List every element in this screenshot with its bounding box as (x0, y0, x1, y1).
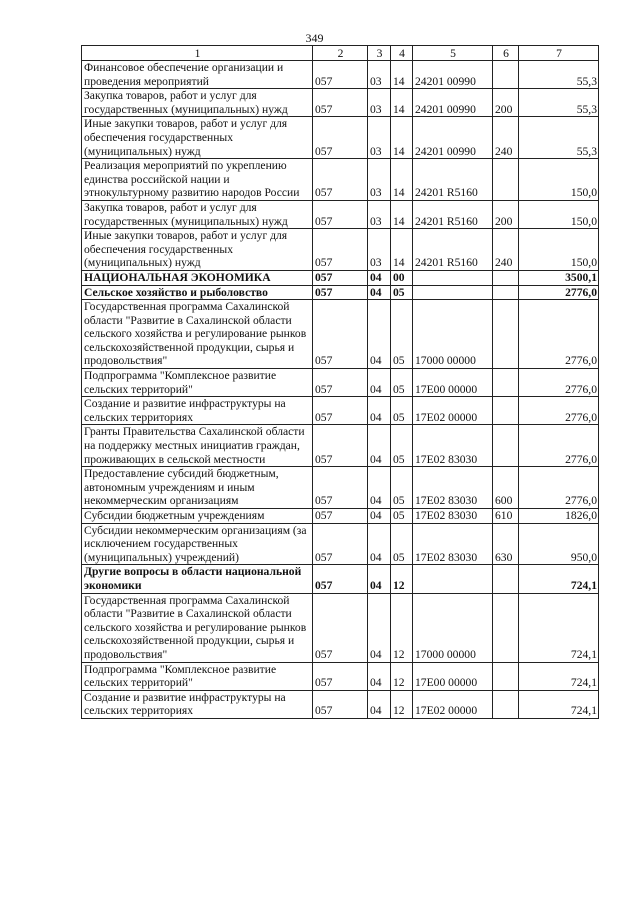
cell-name: Создание и развитие инфраструктуры на сельских территориях (82, 397, 313, 425)
cell-ministry-code: 057 (313, 565, 368, 593)
cell-section-code: 04 (368, 369, 391, 397)
cell-amount: 724,1 (519, 593, 599, 662)
table-row (82, 159, 599, 201)
cell-expense-type: 200 (493, 89, 519, 117)
cell-name: НАЦИОНАЛЬНАЯ ЭКОНОМИКА (82, 270, 313, 285)
cell-target-article: 24201 R5160 (413, 159, 493, 201)
cell-amount: 724,1 (519, 565, 599, 593)
cell-section-code: 03 (368, 61, 391, 89)
cell-amount: 3500,1 (519, 270, 599, 285)
cell-expense-type (493, 662, 519, 690)
cell-expense-type (493, 425, 519, 467)
cell-subsection-code: 05 (391, 300, 413, 369)
cell-section-code: 04 (368, 270, 391, 285)
table-row (82, 662, 599, 690)
cell-subsection-code: 05 (391, 509, 413, 524)
cell-name: Финансовое обеспечение организации и проведения мероприятий (82, 61, 313, 89)
cell-ministry-code: 057 (313, 270, 368, 285)
table-row (82, 593, 599, 662)
cell-ministry-code: 057 (313, 690, 368, 718)
cell-subsection-code: 12 (391, 662, 413, 690)
cell-subsection-code: 00 (391, 270, 413, 285)
cell-section-code: 04 (368, 300, 391, 369)
cell-section-code: 04 (368, 397, 391, 425)
cell-subsection-code: 05 (391, 467, 413, 509)
cell-section-code: 04 (368, 662, 391, 690)
budget-table (81, 45, 599, 719)
cell-target-article: 17Е02 00000 (413, 397, 493, 425)
cell-target-article (413, 270, 493, 285)
cell-amount: 2776,0 (519, 300, 599, 369)
cell-name: Иные закупки товаров, работ и услуг для обеспечения государственных (муниципальных) нужд (82, 117, 313, 159)
cell-ministry-code: 057 (313, 523, 368, 565)
cell-section-code: 04 (368, 285, 391, 300)
cell-ministry-code: 057 (313, 467, 368, 509)
table-row (82, 117, 599, 159)
cell-subsection-code: 12 (391, 565, 413, 593)
cell-section-code: 03 (368, 117, 391, 159)
cell-section-code: 04 (368, 425, 391, 467)
cell-subsection-code: 14 (391, 200, 413, 228)
cell-name: Сельское хозяйство и рыболовство (82, 285, 313, 300)
cell-name: Государственная программа Сахалинской области "Развитие в Сахалинской области сельского хозяйства и регулирование рынков сельскохозяйственной продукции, сырья и продовольствия" (82, 300, 313, 369)
cell-expense-type: 200 (493, 200, 519, 228)
cell-section-code: 03 (368, 89, 391, 117)
cell-target-article: 17Е02 00000 (413, 690, 493, 718)
table-row (82, 61, 599, 89)
table-row (82, 200, 599, 228)
cell-name: Субсидии бюджетным учреждениям (82, 509, 313, 524)
table-row (82, 285, 599, 300)
cell-subsection-code: 14 (391, 61, 413, 89)
cell-ministry-code: 057 (313, 61, 368, 89)
cell-name: Иные закупки товаров, работ и услуг для обеспечения государственных (муниципальных) нужд (82, 229, 313, 271)
column-header: 2 (313, 46, 368, 61)
cell-subsection-code: 05 (391, 285, 413, 300)
cell-ministry-code: 057 (313, 300, 368, 369)
table-row (82, 690, 599, 718)
cell-subsection-code: 14 (391, 229, 413, 271)
cell-ministry-code: 057 (313, 200, 368, 228)
cell-name: Реализация мероприятий по укреплению единства российской нации и этнокультурному развитию народов России (82, 159, 313, 201)
cell-section-code: 04 (368, 509, 391, 524)
cell-name: Подпрограмма "Комплексное развитие сельских территорий" (82, 662, 313, 690)
cell-name: Гранты Правительства Сахалинской области на поддержку местных инициатив граждан, проживающих в сельской местности (82, 425, 313, 467)
cell-target-article: 17Е02 83030 (413, 523, 493, 565)
cell-expense-type: 610 (493, 509, 519, 524)
cell-subsection-code: 14 (391, 89, 413, 117)
cell-amount: 724,1 (519, 662, 599, 690)
column-header: 1 (82, 46, 313, 61)
cell-section-code: 03 (368, 159, 391, 201)
cell-name: Подпрограмма "Комплексное развитие сельских территорий" (82, 369, 313, 397)
cell-expense-type: 600 (493, 467, 519, 509)
cell-name: Создание и развитие инфраструктуры на сельских территориях (82, 690, 313, 718)
cell-subsection-code: 05 (391, 523, 413, 565)
cell-target-article: 17Е02 83030 (413, 467, 493, 509)
cell-section-code: 04 (368, 565, 391, 593)
cell-target-article: 17Е02 83030 (413, 425, 493, 467)
cell-expense-type (493, 369, 519, 397)
cell-expense-type (493, 61, 519, 89)
cell-expense-type: 240 (493, 229, 519, 271)
cell-expense-type (493, 285, 519, 300)
page-number: 349 (305, 31, 324, 45)
cell-amount: 950,0 (519, 523, 599, 565)
cell-section-code: 04 (368, 523, 391, 565)
cell-target-article: 17Е00 00000 (413, 369, 493, 397)
column-header: 7 (519, 46, 599, 61)
cell-section-code: 04 (368, 690, 391, 718)
cell-expense-type (493, 690, 519, 718)
cell-ministry-code: 057 (313, 229, 368, 271)
cell-expense-type: 630 (493, 523, 519, 565)
cell-ministry-code: 057 (313, 397, 368, 425)
cell-amount: 2776,0 (519, 467, 599, 509)
cell-target-article: 24201 00990 (413, 61, 493, 89)
table-row (82, 467, 599, 509)
cell-ministry-code: 057 (313, 509, 368, 524)
cell-ministry-code: 057 (313, 593, 368, 662)
cell-subsection-code: 14 (391, 117, 413, 159)
cell-amount: 2776,0 (519, 397, 599, 425)
cell-section-code: 03 (368, 200, 391, 228)
cell-amount: 55,3 (519, 61, 599, 89)
cell-expense-type: 240 (493, 117, 519, 159)
cell-expense-type (493, 270, 519, 285)
cell-target-article: 24201 R5160 (413, 229, 493, 271)
cell-subsection-code: 12 (391, 593, 413, 662)
cell-expense-type (493, 593, 519, 662)
cell-name: Закупка товаров, работ и услуг для государственных (муниципальных) нужд (82, 200, 313, 228)
cell-expense-type (493, 397, 519, 425)
cell-amount: 2776,0 (519, 369, 599, 397)
cell-amount: 55,3 (519, 89, 599, 117)
cell-section-code: 03 (368, 229, 391, 271)
column-header: 6 (493, 46, 519, 61)
column-header: 5 (413, 46, 493, 61)
table-row (82, 565, 599, 593)
cell-section-code: 04 (368, 467, 391, 509)
cell-amount: 1826,0 (519, 509, 599, 524)
column-header: 4 (391, 46, 413, 61)
cell-target-article: 24201 R5160 (413, 200, 493, 228)
table-row (82, 300, 599, 369)
table-row (82, 425, 599, 467)
cell-target-article (413, 565, 493, 593)
cell-ministry-code: 057 (313, 425, 368, 467)
cell-ministry-code: 057 (313, 117, 368, 159)
table-row (82, 523, 599, 565)
cell-name: Другие вопросы в области национальной экономики (82, 565, 313, 593)
cell-subsection-code: 12 (391, 690, 413, 718)
cell-amount: 150,0 (519, 200, 599, 228)
cell-target-article: 17000 00000 (413, 593, 493, 662)
cell-subsection-code: 05 (391, 397, 413, 425)
cell-ministry-code: 057 (313, 159, 368, 201)
cell-target-article: 24201 00990 (413, 117, 493, 159)
column-header: 3 (368, 46, 391, 61)
cell-target-article: 17Е02 83030 (413, 509, 493, 524)
cell-expense-type (493, 565, 519, 593)
cell-amount: 2776,0 (519, 425, 599, 467)
cell-target-article: 17Е00 00000 (413, 662, 493, 690)
cell-name: Предоставление субсидий бюджетным, автономным учреждениям и иным некоммерческим организациям (82, 467, 313, 509)
cell-expense-type (493, 159, 519, 201)
cell-subsection-code: 14 (391, 159, 413, 201)
cell-amount: 150,0 (519, 159, 599, 201)
table-body (82, 61, 599, 719)
table-row (82, 509, 599, 524)
cell-target-article: 24201 00990 (413, 89, 493, 117)
cell-name: Субсидии некоммерческим организациям (за исключением государственных (муниципальных) учреждений) (82, 523, 313, 565)
table-header-row (82, 46, 599, 61)
cell-subsection-code: 05 (391, 369, 413, 397)
table-row (82, 89, 599, 117)
cell-target-article (413, 285, 493, 300)
cell-ministry-code: 057 (313, 89, 368, 117)
table-row (82, 229, 599, 271)
table-row (82, 270, 599, 285)
cell-amount: 2776,0 (519, 285, 599, 300)
cell-ministry-code: 057 (313, 369, 368, 397)
cell-expense-type (493, 300, 519, 369)
cell-section-code: 04 (368, 593, 391, 662)
cell-ministry-code: 057 (313, 285, 368, 300)
cell-amount: 55,3 (519, 117, 599, 159)
cell-amount: 724,1 (519, 690, 599, 718)
cell-name: Государственная программа Сахалинской области "Развитие в Сахалинской области сельского хозяйства и регулирование рынков сельскохозяйственной продукции, сырья и продовольствия" (82, 593, 313, 662)
table-row (82, 369, 599, 397)
cell-subsection-code: 05 (391, 425, 413, 467)
cell-name: Закупка товаров, работ и услуг для государственных (муниципальных) нужд (82, 89, 313, 117)
cell-ministry-code: 057 (313, 662, 368, 690)
cell-amount: 150,0 (519, 229, 599, 271)
table-row (82, 397, 599, 425)
cell-target-article: 17000 00000 (413, 300, 493, 369)
